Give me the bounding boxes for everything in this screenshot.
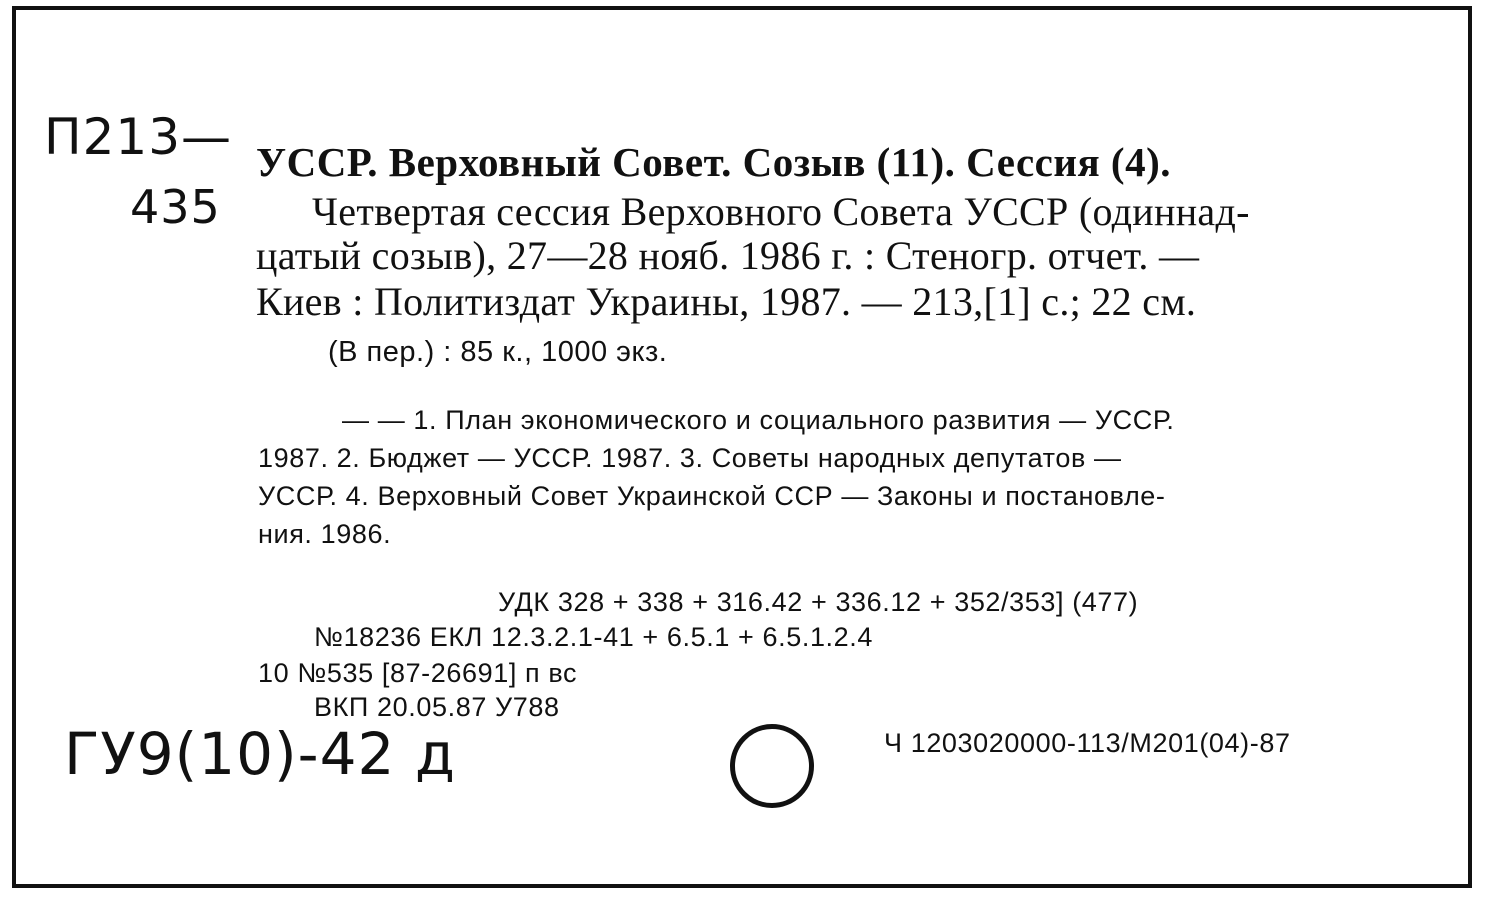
title-line-1: Четвертая сессия Верховного Совета УССР (одиннад- <box>312 189 1250 234</box>
record-heading: УССР. Верховный Совет. Созыв (11). Сессия (4). <box>256 139 1171 185</box>
handwritten-call-number-line2: 435 <box>130 180 221 234</box>
circle-stamp <box>730 724 814 808</box>
handwritten-shelf-mark: ГУ9(10)-42 д <box>64 720 456 788</box>
udk-code: УДК 328 + 338 + 316.42 + 336.12 + 352/353] (477) <box>498 587 1139 617</box>
subjects-line-1: — — 1. План экономического и социального развития — УССР. <box>342 405 1175 435</box>
handwritten-call-number-line1: П213— <box>44 108 233 166</box>
subjects-line-2: 1987. 2. Бюджет — УССР. 1987. 3. Советы народных депутатов — <box>258 443 1122 473</box>
record-number: 10 №535 [87-26691] п вс <box>258 658 578 688</box>
vkp-code: ВКП 20.05.87 У788 <box>314 692 560 722</box>
price-line: (В пер.) : 85 к., 1000 экз. <box>328 336 668 368</box>
ekl-code: №18236 ЕКЛ 12.3.2.1-41 + 6.5.1 + 6.5.1.2.4 <box>314 622 873 652</box>
subjects-line-4: ния. 1986. <box>258 519 392 549</box>
subjects-line-3: УССР. 4. Верховный Совет Украинской ССР — Законы и постановле- <box>258 481 1166 511</box>
title-line-3: Киев : Политиздат Украины, 1987. — 213,[1] с.; 22 см. <box>256 279 1197 324</box>
title-line-2: цатый созыв), 27—28 нояб. 1986 г. : Стеногр. отчет. — <box>256 233 1200 278</box>
catalog-code: Ч 1203020000-113/М201(04)-87 <box>884 728 1291 758</box>
